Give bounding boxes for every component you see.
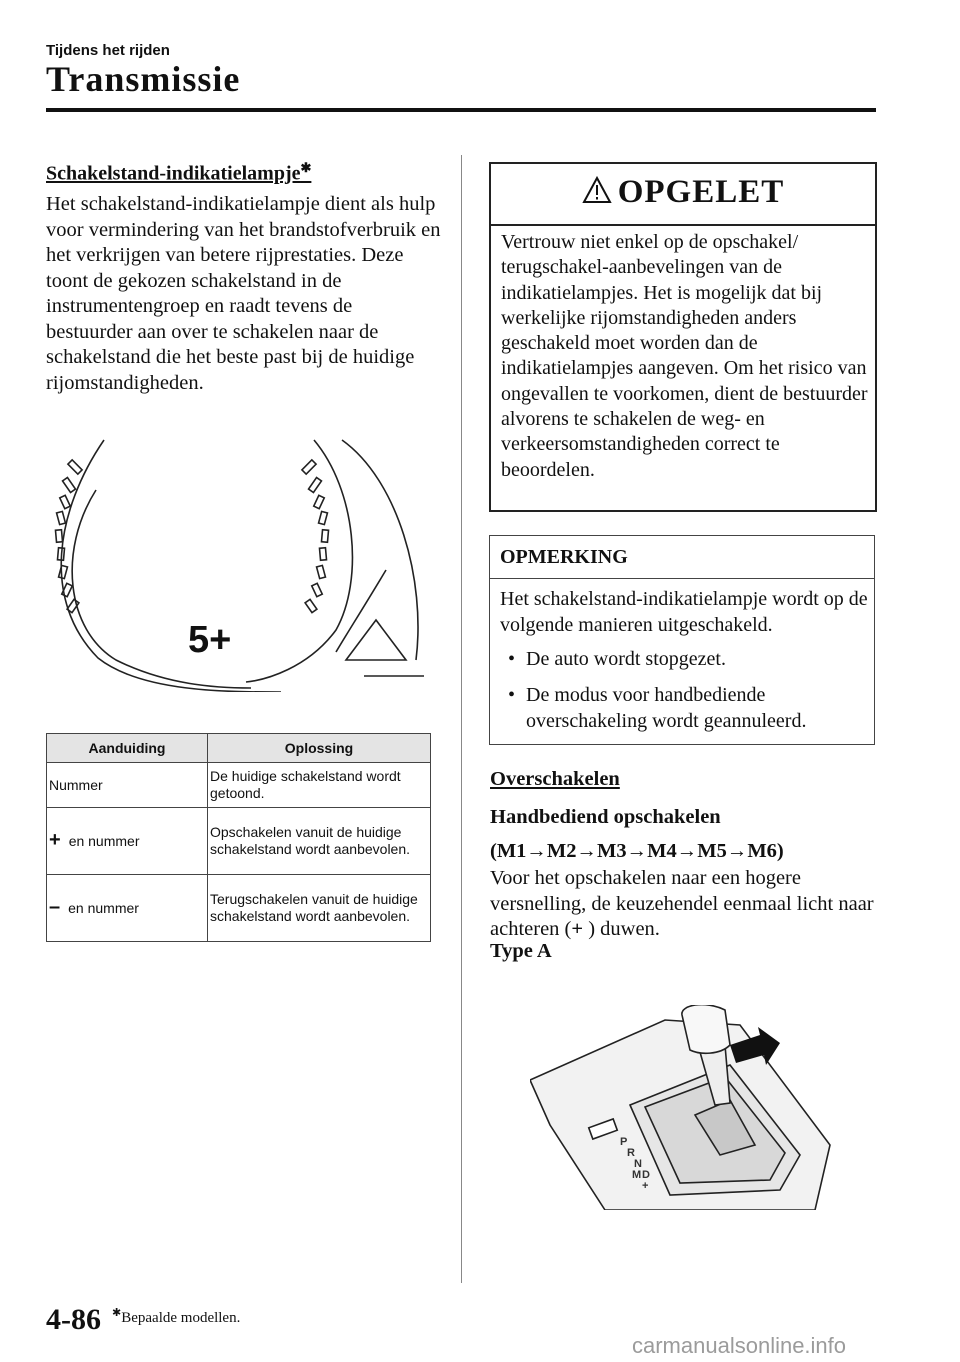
minus-icon: – (49, 896, 61, 918)
manual-upshift-heading: Handbediend opschakelen (490, 806, 721, 828)
upshift-paragraph: Voor het opschakelen naar een hogere versnelling, de keuzehendel eenmaal licht naar achteren (+ ) duwen. (490, 867, 874, 940)
table-row (47, 808, 431, 875)
indicator-paragraph: Het schakelstand-indikatielampje dient als hulp voor vermindering van het brandstofverbruik en het verkrijgen van betere rijprestaties. Deze toont de gekozen schakelstand in de instrumentengroep en raadt tevens de bestuurder aan over te schakelen naar de schakelstand die het beste past bij de huidige rijomstandigheden. (46, 193, 441, 394)
plus-icon: + (571, 918, 584, 940)
gauge-right-arc (246, 440, 352, 682)
gauge-left-outer-arc (61, 440, 281, 692)
bullet-dot-icon: • (508, 684, 516, 706)
bullet-dot-icon: • (508, 648, 516, 670)
table-cell-solution: Terugschakelen vanuit de huidige schakelstand wordt aanbevolen. (208, 875, 431, 942)
indicator-table (46, 733, 431, 942)
type-label: Type A (490, 940, 552, 962)
gear-label-d: D (642, 1169, 650, 1181)
table-cell-indication: Nummer (47, 763, 208, 808)
gear-sequence: (M1→M2→M3→M4→M5→M6) (490, 840, 784, 862)
gear-label-r: R (627, 1147, 635, 1159)
gear-label-m: M (632, 1169, 642, 1181)
table-header-solution: Oplossing (208, 734, 431, 763)
note-divider (490, 578, 874, 579)
gauge-illustration (46, 430, 432, 692)
caution-box (489, 162, 877, 512)
column-divider (461, 155, 462, 1283)
warning-triangle-icon (582, 176, 612, 204)
section-label: Tijdens het rijden (46, 42, 170, 59)
footnote-star-icon: ✱ (112, 1307, 122, 1319)
header-rule (46, 108, 876, 112)
caution-title: OPGELET (491, 174, 875, 211)
chapter-title: Transmissie (46, 59, 241, 99)
table-row (47, 763, 431, 808)
footnote-star-icon: ✱ (300, 160, 312, 175)
table-row (47, 875, 431, 942)
gear-label-p: P (620, 1136, 628, 1148)
caution-divider (491, 224, 875, 226)
table-cell-solution: De huidige schakelstand wordt getoond. (208, 763, 431, 808)
gear-label-n: N (634, 1158, 642, 1170)
table-cell-indication: + en nummer (47, 808, 208, 875)
note-bullet: • De modus voor handbediende overschakeling wordt geannuleerd. (508, 684, 807, 732)
shifting-heading: Overschakelen (490, 768, 620, 790)
table-header-indication: Aanduiding (47, 734, 208, 763)
gauge-gear-display: 5+ (188, 619, 232, 661)
watermark: carmanualsonline.info (632, 1333, 847, 1358)
note-title: OPMERKING (500, 546, 628, 568)
table-cell-solution: Opschakelen vanuit de huidige schakelstand wordt aanbevolen. (208, 808, 431, 875)
footnote: ✱Bepaalde modellen. (112, 1307, 241, 1326)
note-text: Het schakelstand-indikatielampje wordt op de volgende manieren uitgeschakeld. (500, 588, 868, 636)
gauge-outer-ring (342, 440, 418, 660)
gear-label-plus: + (642, 1180, 649, 1192)
note-box (489, 535, 875, 745)
caution-text: Vertrouw niet enkel op de opschakel/ terugschakel-aanbevelingen van de indikatielampjes. Het is mogelijk dat bij werkelijke rijomstandigheden anders geschakeld moet worden dan de indikatielampjes aangeven. Om het risico van ongevallen te voorkomen, dient de bestuurder alvorens te schakelen de weg- en verkeersomstandigheden correct te beoordelen. (501, 231, 868, 481)
gauge-chevron (346, 620, 406, 660)
page-number: 4-86 (46, 1303, 101, 1336)
note-bullet: • De auto wordt stopgezet. (508, 648, 726, 670)
shifter-illustration (530, 1005, 840, 1210)
shift-knob (682, 1005, 730, 1053)
table-cell-indication: – en nummer (47, 875, 208, 942)
indicator-heading: Schakelstand-indikatielampje✱ (46, 160, 312, 185)
plus-icon: + (49, 829, 61, 851)
